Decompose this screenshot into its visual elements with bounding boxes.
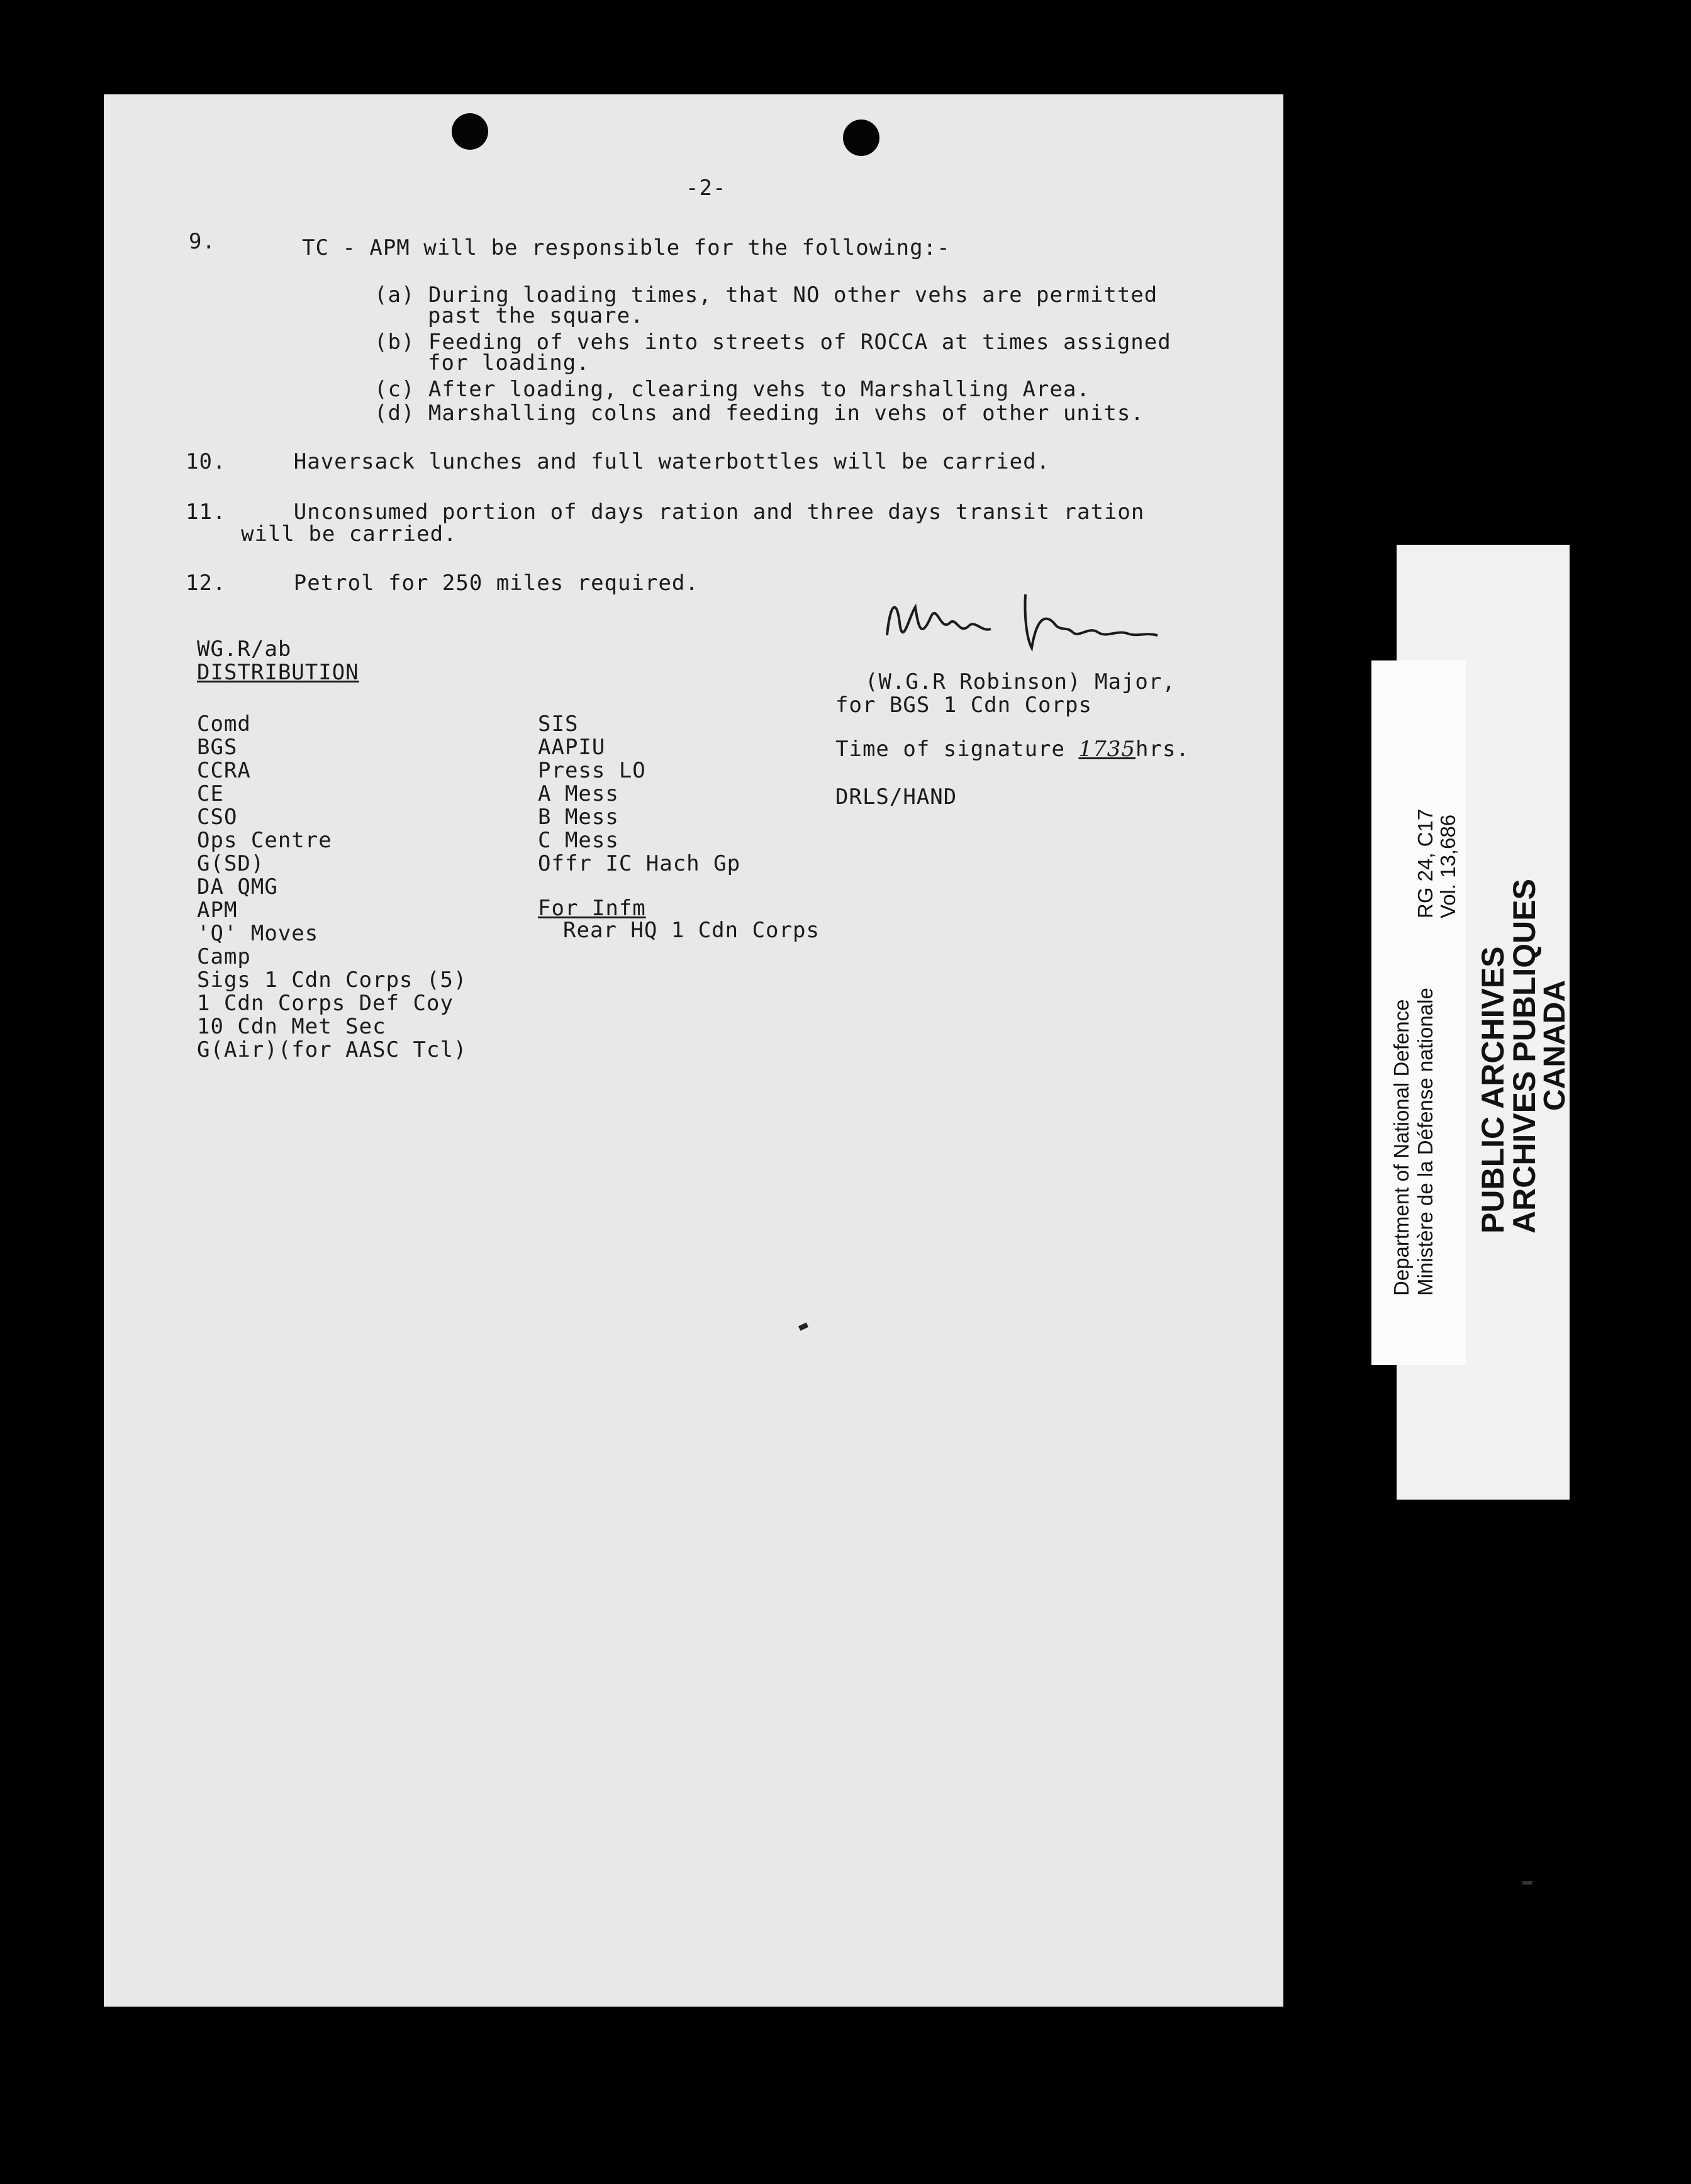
punch-hole xyxy=(843,120,879,156)
department-en: Department of National Defence xyxy=(1390,999,1413,1296)
paragraph-12: 12. Petrol for 250 miles required. xyxy=(186,571,699,596)
sub-item-b-cont: for loading. xyxy=(428,350,590,376)
distribution-item: Comd xyxy=(197,711,251,737)
sub-item-a: (a) During loading times, that NO other vehs are permitted xyxy=(374,282,1158,308)
record-group: RG 24, C17 xyxy=(1414,808,1437,918)
speck xyxy=(1522,1881,1532,1885)
distribution-item: Sigs 1 Cdn Corps (5) xyxy=(197,967,467,993)
sub-item-a-cont: past the square. xyxy=(428,303,644,328)
distribution-item: A Mess xyxy=(538,781,619,806)
for-information-heading: For Infm xyxy=(538,896,646,921)
distribution-item: 10 Cdn Met Sec xyxy=(197,1014,386,1039)
signatory-name: (W.G.R Robinson) Major, xyxy=(865,669,1176,694)
distribution-item: C Mess xyxy=(538,828,619,853)
time-of-signature xyxy=(835,737,1190,761)
department-fr: Ministère de la Défense nationale xyxy=(1414,988,1437,1296)
archive-reference-label xyxy=(1371,660,1466,1365)
distribution-item: CE xyxy=(197,781,224,806)
sub-item-d: (d) Marshalling colns and feeding in vehs of other units. xyxy=(374,401,1144,426)
distribution-item: Ops Centre xyxy=(197,828,332,853)
distribution-item: 'Q' Moves xyxy=(197,921,319,946)
distribution-item: B Mess xyxy=(538,805,619,830)
page-number: -2- xyxy=(686,176,727,201)
archive-name-fr: ARCHIVES PUBLIQUES xyxy=(1507,879,1542,1234)
time-of-signature-label: Time of signature xyxy=(835,737,1065,762)
distribution-item: AAPIU xyxy=(538,735,606,760)
distribution-item: DA QMG xyxy=(197,874,278,900)
distribution-item: CCRA xyxy=(197,758,251,783)
reference-initials: WG.R/ab xyxy=(197,637,292,662)
archive-name-en: PUBLIC ARCHIVES xyxy=(1475,946,1510,1234)
paragraph-10: 10. Haversack lunches and full waterbottles will be carried. xyxy=(186,449,1051,474)
paragraph-9-text: TC - APM will be responsible for the following:- xyxy=(302,235,951,260)
distribution-item: G(SD) xyxy=(197,851,265,876)
paragraph-9-number: 9. xyxy=(189,229,216,254)
distribution-item: Offr IC Hach Gp xyxy=(538,851,741,876)
handwritten-signature xyxy=(881,579,1233,667)
paragraph-11: 11. Unconsumed portion of days ration and three days transit ration xyxy=(186,499,1145,525)
signatory-appointment: for BGS 1 Cdn Corps xyxy=(835,693,1092,718)
distribution-item: 1 Cdn Corps Def Coy xyxy=(197,991,454,1016)
archive-country: CANADA xyxy=(1538,980,1571,1111)
document-page xyxy=(104,94,1283,2007)
time-of-signature-value: 1735 xyxy=(1078,737,1136,762)
for-information-item: Rear HQ 1 Cdn Corps xyxy=(563,918,820,943)
distribution-item: BGS xyxy=(197,735,238,760)
time-of-signature-unit: hrs. xyxy=(1136,737,1190,762)
distribution-heading: DISTRIBUTION xyxy=(197,660,359,685)
sub-item-c: (c) After loading, clearing vehs to Marshalling Area. xyxy=(374,377,1090,402)
sub-item-b: (b) Feeding of vehs into streets of ROCCA at times assigned xyxy=(374,330,1171,355)
distribution-list-right xyxy=(538,712,740,875)
distribution-item: G(Air)(for AASC Tcl) xyxy=(197,1037,467,1062)
distribution-list-left xyxy=(197,712,467,1061)
volume-number: Vol. 13,686 xyxy=(1436,814,1459,918)
paragraph-11-cont: will be carried. xyxy=(241,521,457,547)
ink-mark xyxy=(798,1322,808,1330)
distribution-item: APM xyxy=(197,898,238,923)
distribution-item: CSO xyxy=(197,805,238,830)
delivery-method: DRLS/HAND xyxy=(835,784,957,810)
distribution-item: Camp xyxy=(197,944,251,969)
punch-hole xyxy=(452,113,488,150)
distribution-item: Press LO xyxy=(538,758,646,783)
distribution-item: SIS xyxy=(538,711,579,737)
